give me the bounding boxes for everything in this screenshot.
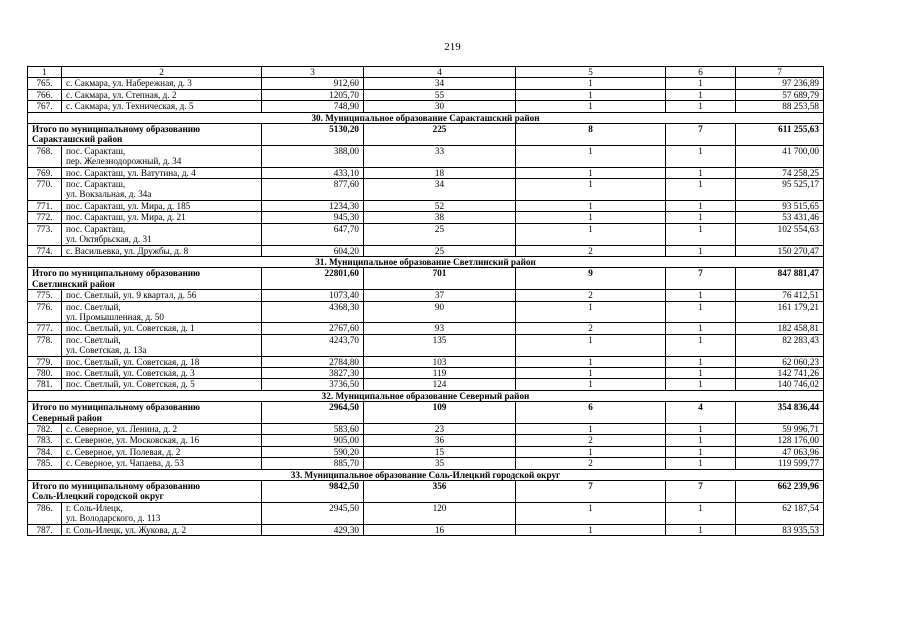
total-area: 22801,60 (262, 268, 364, 290)
col-6: 1 (666, 458, 736, 469)
col-4: 90 (364, 301, 516, 323)
total-amount: 611 255,63 (736, 124, 824, 146)
page-number: 219 (444, 41, 461, 53)
area: 388,00 (262, 145, 364, 167)
amount: 119 599,77 (736, 458, 824, 469)
area: 885,70 (262, 458, 364, 469)
amount: 59 996,71 (736, 424, 824, 435)
col-6: 1 (666, 101, 736, 112)
total-col-4: 109 (364, 402, 516, 424)
amount: 150 270,47 (736, 245, 824, 256)
row-number: 785. (28, 458, 62, 469)
amount: 41 700,00 (736, 145, 824, 167)
address: пос. Светлый, ул. Советская, д. 1 (62, 323, 262, 334)
col-5: 1 (516, 301, 666, 323)
col-6: 1 (666, 167, 736, 178)
amount: 97 236,89 (736, 78, 824, 89)
total-amount: 662 239,96 (736, 481, 824, 503)
row-number: 781. (28, 379, 62, 390)
table-row (28, 458, 824, 469)
row-number: 778. (28, 334, 62, 356)
address: пос. Саракташ, ул. Вокзальная, д. 34а (62, 179, 262, 201)
header-cell: 2 (62, 67, 262, 78)
table-row (28, 167, 824, 178)
amount: 76 412,51 (736, 290, 824, 301)
address: г. Соль-Илецк, ул. Володарского, д. 113 (62, 502, 262, 524)
area: 590,20 (262, 446, 364, 457)
col-6: 1 (666, 301, 736, 323)
col-6: 1 (666, 290, 736, 301)
table-row (28, 179, 824, 201)
address: пос. Светлый, ул. Советская, д. 18 (62, 356, 262, 367)
col-4: 34 (364, 179, 516, 201)
row-number: 766. (28, 89, 62, 100)
col-6: 1 (666, 524, 736, 535)
col-5: 1 (516, 212, 666, 223)
total-col-5: 7 (516, 481, 666, 503)
section-title: 32. Муниципальное образование Северный район (28, 390, 824, 401)
address: пос. Светлый, ул. 9 квартал, д. 56 (62, 290, 262, 301)
area: 429,30 (262, 524, 364, 535)
header-row (28, 67, 824, 78)
area: 877,60 (262, 179, 364, 201)
row-number: 784. (28, 446, 62, 457)
col-5: 2 (516, 435, 666, 446)
header-cell: 6 (666, 67, 736, 78)
col-6: 1 (666, 323, 736, 334)
total-col-6: 7 (666, 481, 736, 503)
section-heading-row (28, 469, 824, 480)
total-amount: 354 836,44 (736, 402, 824, 424)
area: 2945,50 (262, 502, 364, 524)
col-4: 33 (364, 145, 516, 167)
area: 583,60 (262, 424, 364, 435)
area: 2784,80 (262, 356, 364, 367)
total-row (28, 481, 824, 503)
amount: 88 253,58 (736, 101, 824, 112)
table-row (28, 223, 824, 245)
col-5: 1 (516, 145, 666, 167)
address: пос. Светлый, ул. Советская, д. 5 (62, 379, 262, 390)
amount: 161 179,21 (736, 301, 824, 323)
table-row (28, 446, 824, 457)
amount: 62 060,23 (736, 356, 824, 367)
address: с. Северное, ул. Московская, д. 16 (62, 435, 262, 446)
area: 4368,30 (262, 301, 364, 323)
row-number: 765. (28, 78, 62, 89)
amount: 57 689,79 (736, 89, 824, 100)
row-number: 767. (28, 101, 62, 112)
address: с. Сакмара, ул. Набережная, д. 3 (62, 78, 262, 89)
address: пос. Саракташ, ул. Октябрьская, д. 31 (62, 223, 262, 245)
total-row (28, 124, 824, 146)
amount: 53 431,46 (736, 212, 824, 223)
col-4: 25 (364, 245, 516, 256)
area: 1234,30 (262, 200, 364, 211)
section-heading-row (28, 112, 824, 123)
col-4: 37 (364, 290, 516, 301)
col-5: 1 (516, 89, 666, 100)
table-row (28, 334, 824, 356)
table-row (28, 145, 824, 167)
amount: 74 258,25 (736, 167, 824, 178)
col-5: 1 (516, 179, 666, 201)
col-4: 55 (364, 89, 516, 100)
table-row (28, 301, 824, 323)
address: пос. Саракташ, ул. Мира, д. 21 (62, 212, 262, 223)
total-col-5: 9 (516, 268, 666, 290)
col-5: 1 (516, 223, 666, 245)
address: пос. Светлый, ул. Советская, д. 13а (62, 334, 262, 356)
table-row (28, 379, 824, 390)
total-col-6: 7 (666, 124, 736, 146)
col-6: 1 (666, 446, 736, 457)
table-row (28, 367, 824, 378)
col-6: 1 (666, 145, 736, 167)
total-area: 2964,50 (262, 402, 364, 424)
total-label: Итого по муниципальному образованию Светлинский район (28, 268, 262, 290)
address: г. Соль-Илецк, ул. Жукова, д. 2 (62, 524, 262, 535)
col-6: 1 (666, 78, 736, 89)
total-col-6: 7 (666, 268, 736, 290)
table-row (28, 435, 824, 446)
col-6: 1 (666, 245, 736, 256)
col-6: 1 (666, 424, 736, 435)
row-number: 779. (28, 356, 62, 367)
table-row (28, 424, 824, 435)
col-6: 1 (666, 379, 736, 390)
col-4: 135 (364, 334, 516, 356)
col-5: 1 (516, 524, 666, 535)
amount: 140 746,02 (736, 379, 824, 390)
col-5: 1 (516, 167, 666, 178)
table-row (28, 200, 824, 211)
total-row (28, 402, 824, 424)
col-6: 1 (666, 200, 736, 211)
total-col-4: 356 (364, 481, 516, 503)
col-4: 15 (364, 446, 516, 457)
total-area: 9842,50 (262, 481, 364, 503)
address: с. Северное, ул. Ленина, д. 2 (62, 424, 262, 435)
table-row (28, 356, 824, 367)
col-6: 1 (666, 367, 736, 378)
amount: 128 176,00 (736, 435, 824, 446)
address: с. Сакмара, ул. Техническая, д. 5 (62, 101, 262, 112)
col-5: 2 (516, 290, 666, 301)
row-number: 771. (28, 200, 62, 211)
area: 1073,40 (262, 290, 364, 301)
registry-table (27, 66, 824, 536)
area: 2767,60 (262, 323, 364, 334)
area: 647,70 (262, 223, 364, 245)
row-number: 786. (28, 502, 62, 524)
address: пос. Саракташ, ул. Мира, д. 185 (62, 200, 262, 211)
total-label: Итого по муниципальному образованию Саракташский район (28, 124, 262, 146)
address: пос. Светлый, ул. Советская, д. 3 (62, 367, 262, 378)
table-row (28, 78, 824, 89)
section-heading-row (28, 256, 824, 267)
amount: 142 741,26 (736, 367, 824, 378)
amount: 83 935,53 (736, 524, 824, 535)
col-6: 1 (666, 435, 736, 446)
section-title: 30. Муниципальное образование Саракташский район (28, 112, 824, 123)
col-5: 1 (516, 334, 666, 356)
col-5: 1 (516, 200, 666, 211)
col-6: 1 (666, 89, 736, 100)
col-6: 1 (666, 179, 736, 201)
col-4: 120 (364, 502, 516, 524)
row-number: 780. (28, 367, 62, 378)
amount: 62 187,54 (736, 502, 824, 524)
col-4: 23 (364, 424, 516, 435)
col-5: 1 (516, 356, 666, 367)
header-cell: 7 (736, 67, 824, 78)
row-number: 776. (28, 301, 62, 323)
area: 912,60 (262, 78, 364, 89)
header-cell: 5 (516, 67, 666, 78)
col-6: 1 (666, 334, 736, 356)
col-6: 1 (666, 356, 736, 367)
row-number: 770. (28, 179, 62, 201)
row-number: 783. (28, 435, 62, 446)
row-number: 773. (28, 223, 62, 245)
header-cell: 3 (262, 67, 364, 78)
col-4: 124 (364, 379, 516, 390)
total-area: 5130,20 (262, 124, 364, 146)
area: 433,10 (262, 167, 364, 178)
col-4: 38 (364, 212, 516, 223)
total-row (28, 268, 824, 290)
table-row (28, 89, 824, 100)
total-label: Итого по муниципальному образованию Северный район (28, 402, 262, 424)
col-4: 16 (364, 524, 516, 535)
address: с. Васильевка, ул. Дружбы, д. 8 (62, 245, 262, 256)
row-number: 782. (28, 424, 62, 435)
row-number: 777. (28, 323, 62, 334)
area: 3827,30 (262, 367, 364, 378)
total-amount: 847 881,47 (736, 268, 824, 290)
row-number: 774. (28, 245, 62, 256)
col-5: 2 (516, 323, 666, 334)
amount: 95 525,17 (736, 179, 824, 201)
area: 3736,50 (262, 379, 364, 390)
header-cell: 4 (364, 67, 516, 78)
address: пос. Саракташ, ул. Ватутина, д. 4 (62, 167, 262, 178)
col-5: 1 (516, 424, 666, 435)
section-title: 31. Муниципальное образование Светлинский район (28, 256, 824, 267)
table-row (28, 101, 824, 112)
col-5: 2 (516, 245, 666, 256)
table-row (28, 212, 824, 223)
col-6: 1 (666, 223, 736, 245)
amount: 93 515,65 (736, 200, 824, 211)
total-col-5: 8 (516, 124, 666, 146)
address: с. Сакмара, ул. Степная, д. 2 (62, 89, 262, 100)
col-5: 1 (516, 101, 666, 112)
address: пос. Светлый, ул. Промышленная, д. 50 (62, 301, 262, 323)
table-row (28, 323, 824, 334)
area: 905,00 (262, 435, 364, 446)
col-4: 93 (364, 323, 516, 334)
area: 945,30 (262, 212, 364, 223)
col-6: 1 (666, 212, 736, 223)
area: 1205,70 (262, 89, 364, 100)
col-4: 18 (364, 167, 516, 178)
col-4: 25 (364, 223, 516, 245)
table-row (28, 502, 824, 524)
area: 748,90 (262, 101, 364, 112)
total-col-6: 4 (666, 402, 736, 424)
col-6: 1 (666, 502, 736, 524)
col-5: 1 (516, 502, 666, 524)
col-4: 52 (364, 200, 516, 211)
address: пос. Саракташ, пер. Железнодорожный, д. 34 (62, 145, 262, 167)
col-5: 1 (516, 379, 666, 390)
table-row (28, 245, 824, 256)
col-5: 1 (516, 367, 666, 378)
header-cell: 1 (28, 67, 62, 78)
row-number: 787. (28, 524, 62, 535)
table-row (28, 290, 824, 301)
table-row (28, 524, 824, 535)
row-number: 772. (28, 212, 62, 223)
address: с. Северное, ул. Полевая, д. 2 (62, 446, 262, 457)
row-number: 775. (28, 290, 62, 301)
row-number: 768. (28, 145, 62, 167)
section-title: 33. Муниципальное образование Соль-Илецкий городской округ (28, 469, 824, 480)
amount: 47 063,96 (736, 446, 824, 457)
col-4: 34 (364, 78, 516, 89)
amount: 182 458,81 (736, 323, 824, 334)
total-col-5: 6 (516, 402, 666, 424)
col-5: 2 (516, 458, 666, 469)
col-4: 35 (364, 458, 516, 469)
col-4: 30 (364, 101, 516, 112)
area: 604,20 (262, 245, 364, 256)
amount: 82 283,43 (736, 334, 824, 356)
total-label: Итого по муниципальному образованию Соль-Илецкий городской округ (28, 481, 262, 503)
address: с. Северное, ул. Чапаева, д. 53 (62, 458, 262, 469)
col-4: 36 (364, 435, 516, 446)
total-col-4: 225 (364, 124, 516, 146)
section-heading-row (28, 390, 824, 401)
area: 4243,70 (262, 334, 364, 356)
col-5: 1 (516, 78, 666, 89)
row-number: 769. (28, 167, 62, 178)
amount: 102 554,63 (736, 223, 824, 245)
col-4: 103 (364, 356, 516, 367)
col-4: 119 (364, 367, 516, 378)
col-5: 1 (516, 446, 666, 457)
total-col-4: 701 (364, 268, 516, 290)
